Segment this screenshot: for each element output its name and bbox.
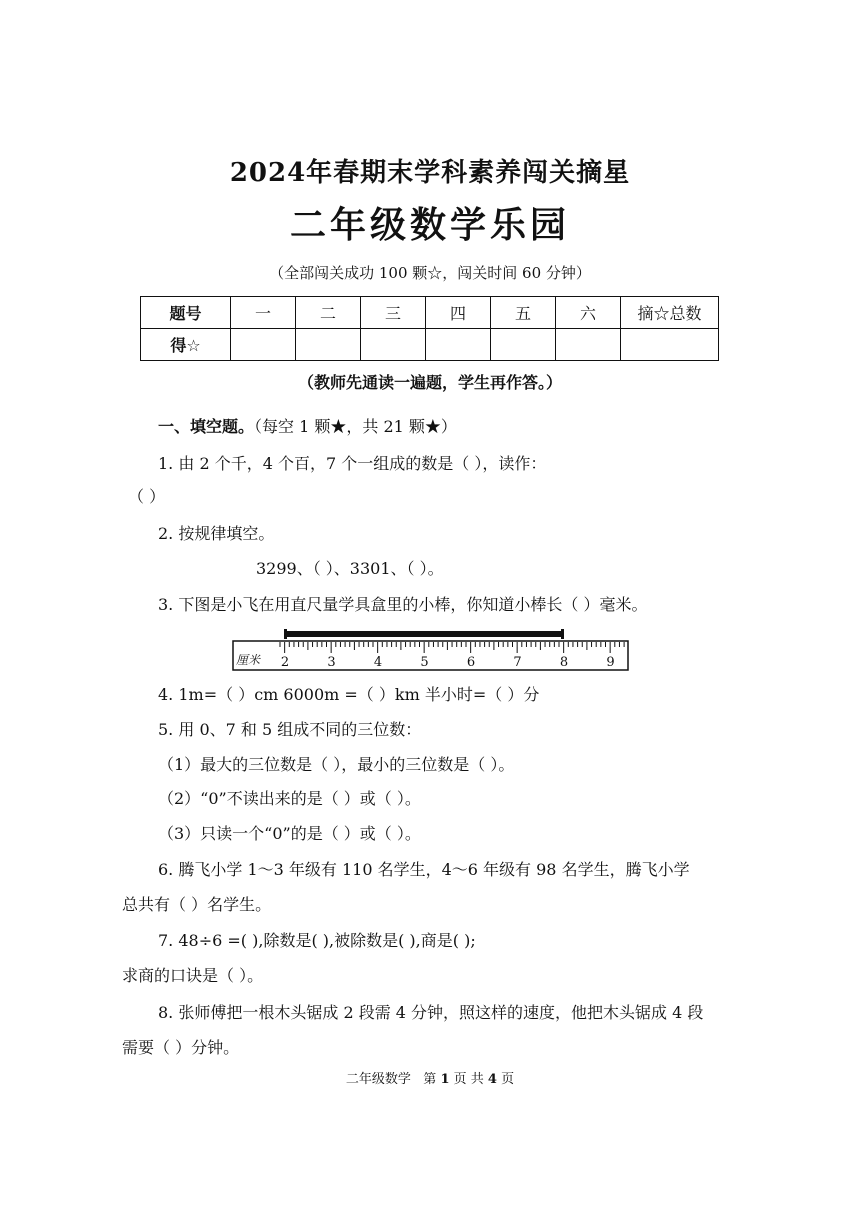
ruler-number: 4 xyxy=(373,655,383,670)
score-cell[interactable] xyxy=(621,329,719,361)
ruler-number: 8 xyxy=(559,655,569,670)
footer-page-total: 4 xyxy=(487,1072,497,1087)
score-label: 得☆ xyxy=(141,329,231,361)
col-2: 二 xyxy=(296,297,361,329)
score-cell[interactable] xyxy=(426,329,491,361)
section-points: （每空 1 颗★，共 21 颗★） xyxy=(254,417,457,436)
footer-page-number: 1 xyxy=(440,1072,450,1087)
col-4: 四 xyxy=(426,297,491,329)
question-2a: 2. 按规律填空。 xyxy=(158,524,275,543)
footer-page-prefix: 第 xyxy=(423,1072,437,1087)
stick xyxy=(284,631,564,637)
score-cell[interactable] xyxy=(556,329,621,361)
ruler-number: 6 xyxy=(466,655,476,670)
question-8b: 需要（ ）分钟。 xyxy=(122,1038,240,1057)
footer-subject: 二年级数学 xyxy=(345,1072,411,1087)
section-title: 一、填空题。 xyxy=(158,417,255,436)
question-5-3: （3）只读一个“0”的是（ ）或（ ）。 xyxy=(158,824,421,843)
footer-page-mid: 页 共 xyxy=(453,1072,484,1087)
ruler-number: 2 xyxy=(280,655,290,670)
teacher-instruction: （教师先通读一遍题，学生再作答。） xyxy=(297,373,562,392)
question-5: 5. 用 0、7 和 5 组成不同的三位数： xyxy=(158,720,422,739)
question-number-label: 题号 xyxy=(141,297,231,329)
score-cell[interactable] xyxy=(231,329,296,361)
score-cell[interactable] xyxy=(296,329,361,361)
question-7b: 求商的口诀是（ ）。 xyxy=(122,966,264,985)
footer-page-suffix: 页 xyxy=(501,1072,515,1087)
col-6: 六 xyxy=(556,297,621,329)
stick-left-end xyxy=(284,629,287,639)
col-total: 摘☆总数 xyxy=(621,297,719,329)
ruler-number: 7 xyxy=(513,655,522,670)
question-2b: 3299、（ ）、3301、（ ）。 xyxy=(256,559,444,578)
ruler-number: 9 xyxy=(606,655,615,670)
ruler-number: 5 xyxy=(420,655,429,670)
question-1a: 1. 由 2 个千，4 个百，7 个一组成的数是（ ），读作： xyxy=(158,454,547,473)
question-3: 3. 下图是小飞在用直尺量学具盒里的小棒，你知道小棒长（ ）毫米。 xyxy=(158,595,648,614)
question-1b: （ ） xyxy=(128,487,166,506)
question-6b: 总共有（ ）名学生。 xyxy=(122,895,272,914)
section-heading xyxy=(158,417,457,437)
ruler-number: 3 xyxy=(327,655,336,670)
question-5-2: （2）“0”不读出来的是（ ）或（ ）。 xyxy=(158,789,421,808)
col-1: 一 xyxy=(231,297,296,329)
question-4: 4. 1m=（ ）cm 6000m =（ ）km 半小时=（ ）分 xyxy=(158,685,540,704)
score-table-header-row xyxy=(141,297,719,329)
stick-right-end xyxy=(561,629,564,639)
col-3: 三 xyxy=(361,297,426,329)
exam-subtitle: 二年级数学乐园 xyxy=(289,205,570,246)
score-table-score-row xyxy=(141,329,719,361)
question-7a: 7. 48÷6 =( ),除数是( ),被除数是( ),商是( ); xyxy=(158,931,476,950)
col-5: 五 xyxy=(491,297,556,329)
score-cell[interactable] xyxy=(361,329,426,361)
score-cell[interactable] xyxy=(491,329,556,361)
scoring-note: （全部闯关成功 100 颗☆，闯关时间 60 分钟） xyxy=(269,264,591,282)
question-6a: 6. 腾飞小学 1～3 年级有 110 名学生，4～6 年级有 98 名学生，腾飞小学 xyxy=(158,860,690,879)
score-table xyxy=(140,296,719,361)
question-5-1: （1）最大的三位数是（ ），最小的三位数是（ ）。 xyxy=(158,755,515,774)
exam-title: 2024年春期末学科素养闯关摘星 xyxy=(229,158,631,188)
question-8a: 8. 张师傅把一根木头锯成 2 段需 4 分钟，照这样的速度，他把木头锯成 4 段 xyxy=(158,1003,704,1022)
ruler-figure xyxy=(232,627,630,673)
page-footer xyxy=(0,1068,860,1087)
ruler-unit-label: 厘米 xyxy=(236,653,261,667)
